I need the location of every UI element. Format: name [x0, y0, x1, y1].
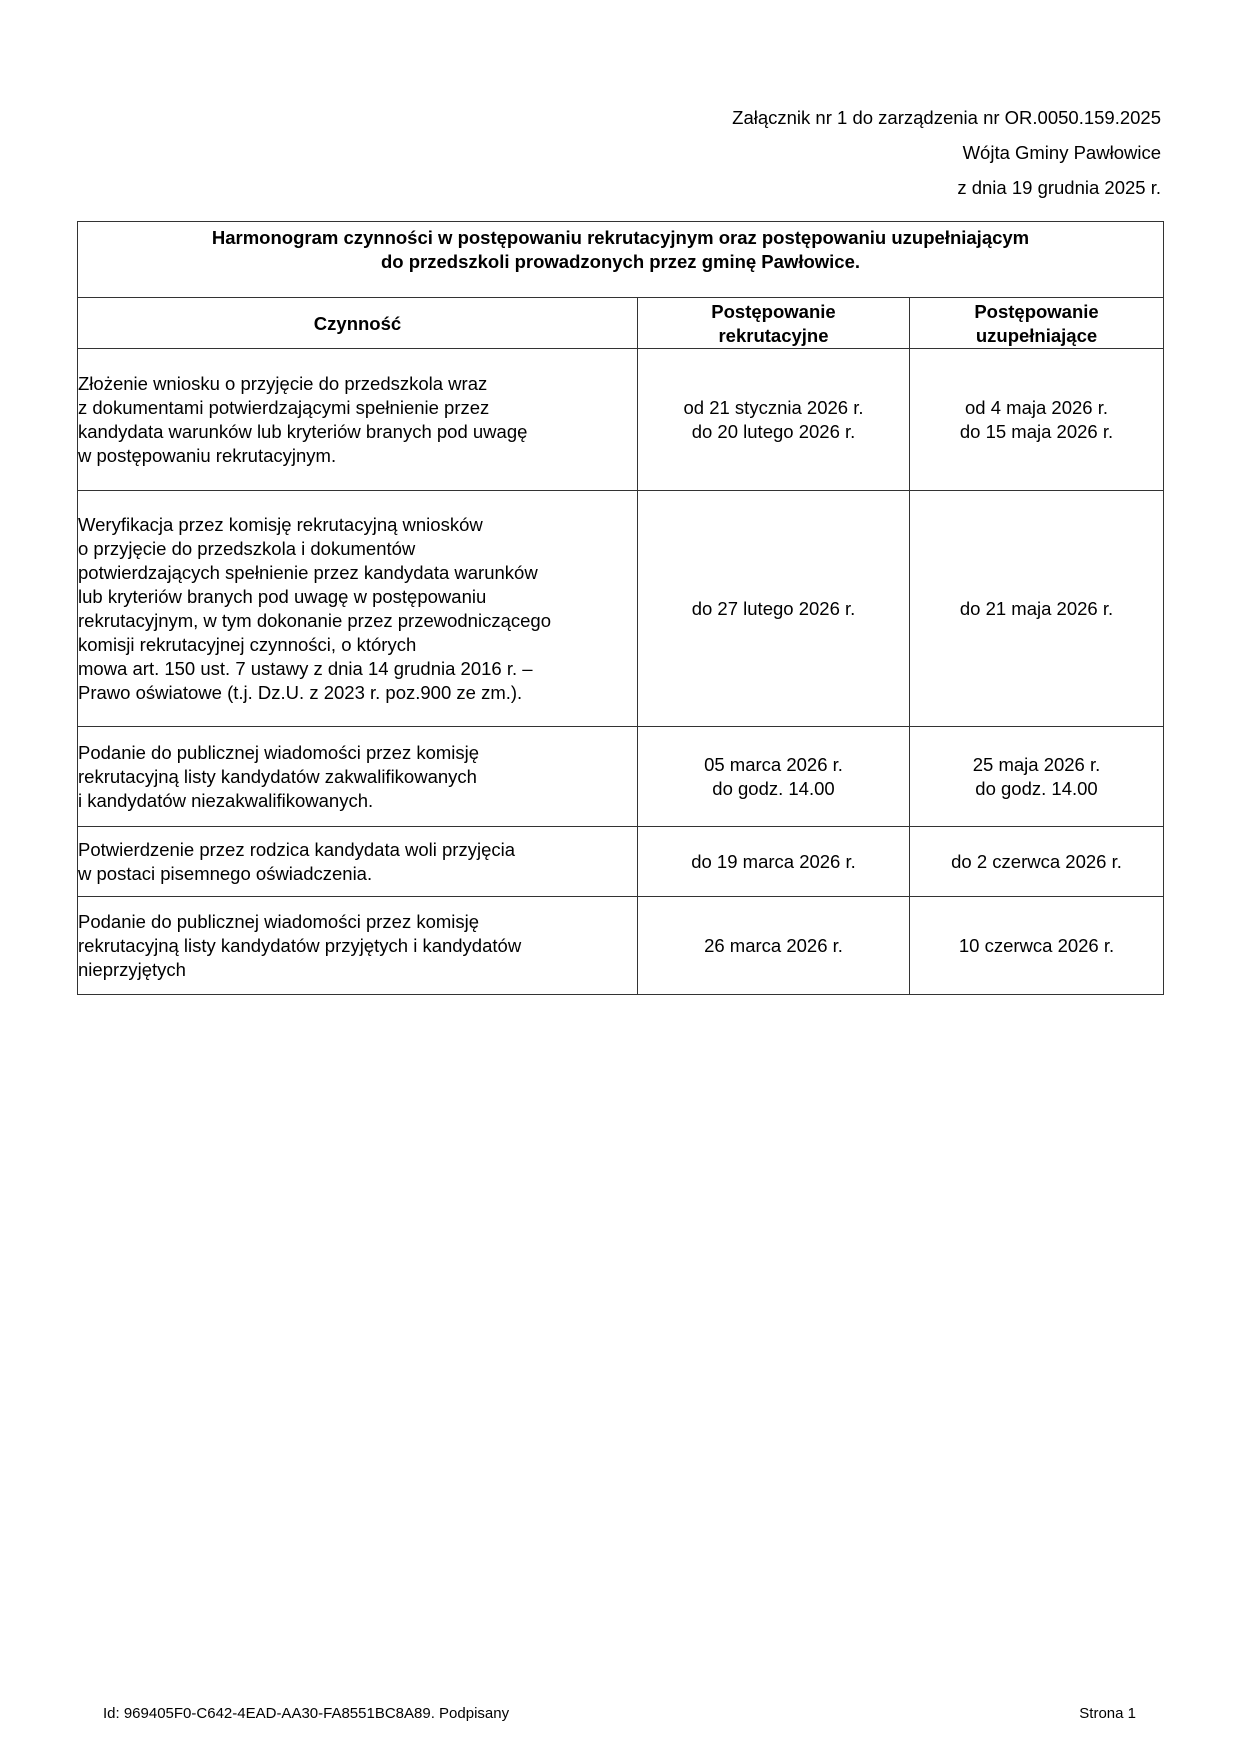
activity-cell: Złożenie wniosku o przyjęcie do przedszkola wraz z dokumentami potwierdzającymi spełnienie przez kandydata warunków lub kryteriów branych pod uwagę w postępowaniu rekrutacyjnym. [78, 349, 638, 491]
supplementary-date-cell: 10 czerwca 2026 r. [910, 897, 1164, 995]
table-title-line-2: do przedszkoli prowadzonych przez gminę Pawłowice. [380, 251, 861, 272]
page-number: Strona 1 [1079, 1705, 1136, 1722]
activity-cell: Weryfikacja przez komisję rekrutacyjną wniosków o przyjęcie do przedszkola i dokumentów potwierdzających spełnienie przez kandydata warunków lub kryteriów branych pod uwagę w postępowaniu rekrutacyjnym, w tym dokonanie przez przewodniczącego komisji rekrutacyjnej czynności, o których mowa art. 150 ust. 7 ustawy z dnia 14 grudnia 2016 r. – Prawo oświatowe (t.j. Dz.U. z 2023 r. poz.900 ze zm.). [78, 491, 638, 727]
table-row [78, 349, 1164, 491]
recruitment-date-cell: 26 marca 2026 r. [638, 897, 910, 995]
supplementary-date-cell: od 4 maja 2026 r. do 15 maja 2026 r. [910, 349, 1164, 491]
table-row [78, 827, 1164, 897]
schedule-table [77, 221, 1164, 995]
date-line: z dnia 19 grudnia 2025 r. [957, 177, 1161, 198]
activity-cell: Potwierdzenie przez rodzica kandydata woli przyjęcia w postaci pisemnego oświadczenia. [78, 827, 638, 897]
supplementary-date-cell: do 21 maja 2026 r. [910, 491, 1164, 727]
table-row [78, 897, 1164, 995]
recruitment-date-cell: od 21 stycznia 2026 r. do 20 lutego 2026 r. [638, 349, 910, 491]
table-title-line-1: Harmonogram czynności w postępowaniu rekrutacyjnym oraz postępowaniu uzupełniającym [211, 227, 1030, 248]
recruitment-date-cell: 05 marca 2026 r. do godz. 14.00 [638, 727, 910, 827]
supplementary-date-cell: do 2 czerwca 2026 r. [910, 827, 1164, 897]
table-row [78, 727, 1164, 827]
recruitment-date-cell: do 19 marca 2026 r. [638, 827, 910, 897]
activity-cell: Podanie do publicznej wiadomości przez komisję rekrutacyjną listy kandydatów przyjętych i kandydatów nieprzyjętych [78, 897, 638, 995]
supplementary-date-cell: 25 maja 2026 r. do godz. 14.00 [910, 727, 1164, 827]
table-title [78, 222, 1164, 298]
attachment-header [732, 100, 1161, 205]
table-row [78, 491, 1164, 727]
issuer-line: Wójta Gminy Pawłowice [962, 142, 1161, 163]
column-header-supplementary: Postępowanie uzupełniające [910, 298, 1164, 349]
recruitment-date-cell: do 27 lutego 2026 r. [638, 491, 910, 727]
document-id: Id: 969405F0-C642-4EAD-AA30-FA8551BC8A89. Podpisany [103, 1705, 510, 1722]
attachment-line: Załącznik nr 1 do zarządzenia nr OR.0050.159.2025 [732, 107, 1161, 128]
activity-cell: Podanie do publicznej wiadomości przez komisję rekrutacyjną listy kandydatów zakwalifikowanych i kandydatów niezakwalifikowanych. [78, 727, 638, 827]
column-header-recruitment: Postępowanie rekrutacyjne [638, 298, 910, 349]
column-header-activity: Czynność [78, 298, 638, 349]
